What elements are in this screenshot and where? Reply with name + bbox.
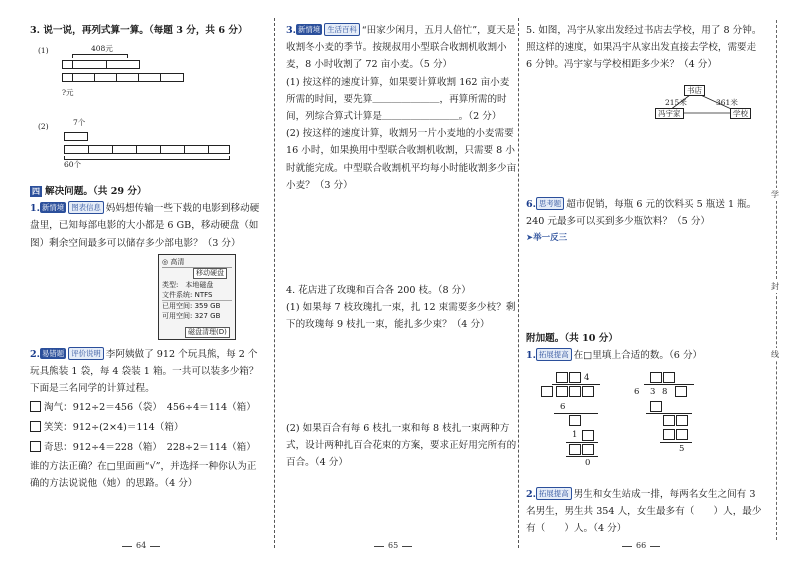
tag-thinking: 思考题 xyxy=(536,197,564,210)
disk-cleanup-button: 磁盘清理(D) xyxy=(185,327,230,338)
q4-part1: (1) 如果每 7 枝玫瑰扎一束，扎 12 束需要多少枝？剩下的玫瑰每 9 枝扎一束，能扎多少束？（4 分） xyxy=(286,302,516,331)
q5-route: 5. 如图，冯宇从家出发经过书店去学校，用了 8 分钟。照这样的速度，如果冯宇从家出发直接去学校，需要走 6 分钟。冯宇家与学校相距多少米？（4 分） xyxy=(526,25,762,71)
q3-2-label: (2) xyxy=(38,122,49,131)
disk-name-field: 移动硬盘 xyxy=(193,268,227,279)
tag-error-prone: 易错题 xyxy=(42,349,65,358)
binding-label-1: 学 xyxy=(771,190,779,199)
page-number-66: 66 xyxy=(618,541,664,550)
checkbox-xiaoxiao xyxy=(30,421,41,432)
checkbox-taoqi xyxy=(30,401,41,412)
tag-evaluation: 评价说明 xyxy=(68,347,104,360)
page-number-65: 65 xyxy=(370,541,416,550)
q2-question: 谁的方法正确？在□里面画“√”，并选择一种你认为正确的方法说说他（她）的思路。（4 分） xyxy=(30,461,257,490)
q3-1-unknown: ?元 xyxy=(62,88,74,97)
q4-part2: (2) 如果百合有每 6 枝扎一束和每 8 枝扎一束两种方式，设计两种扎百合花束的方案，要求正好用完所有的百合。（4 分） xyxy=(286,423,517,469)
q4-flowers: 4. 花店进了玫瑰和百合各 200 枝。（8 分） xyxy=(286,285,471,296)
map-home: 冯宇家 xyxy=(655,108,684,119)
q3-1-total: 408元 xyxy=(91,44,113,53)
map-school: 学校 xyxy=(730,108,751,119)
q3-part1: (1) 按这样的速度计算，如果要计算收割 162 亩小麦所需的时间，要先算＿＿＿＿＿＿＿，再算所需的时间，列综合算式计算是＿＿＿＿＿＿＿＿。（2 分） xyxy=(286,76,510,123)
q3-harvest: 3. 新情境 生活百科 “田家少闲月，五月人倍忙”，夏天是收割冬小麦的季节。按规叔用小型联合收割机收割小麦，8 小时收割了 72 亩小麦。（5 分） xyxy=(286,25,516,71)
map-distance-2: 361米 xyxy=(716,98,738,107)
tag-new-context: 新情境 xyxy=(42,203,65,213)
tag-new-context: 新情境 xyxy=(298,25,321,34)
option-taoqi: 淘气：912÷2＝456（袋） 456÷4＝114（箱） xyxy=(30,399,265,416)
exam-spread: 3. 说一说，再列式算一算。（每题 3 分，共 6 分） (1) 408元 ?元 (2) 7个 60个 四 解决问题。（共 29 分） 1. 新情境 图表信息 妈妈想传输一些下载的电影到移动硬盘里，已知每部电影的大小都是 6 GB，移动硬盘（如图）剩余空间最多可以储存多少部电影？（3 分） ◎ 高清 移动硬盘 类型: 本地磁盘 文件系统: NTFS 已用空间: 359 GB 可用空间: 327 GB 磁盘清理(D) 2. 易错题 评价说明 李阿姨做了 912 个玩具熊，每 2 个玩具熊装 1 袋，每 4 袋装 1 箱。一共可以装多少箱？下面是三名同学的计算过程。 淘气：912÷2＝456（袋） 456÷4＝114（箱） 笑笑：912÷(2×4)＝114（箱） 奇思：912÷4＝228（箱） 228÷2＝114（箱） 谁的方法正确？在□里面画“√”，并选择一种你认为正确的方法说说他（她）的思路。（4 分） 64 3. 新情境 生活百科 “田家少闲月，五月人倍忙”，夏天是收割冬小麦的季节。按规叔用小型联合收割机收割小麦，8 小时收割了 72 亩小麦。（5 分） (1) 按这样的速度计算，如果要计算收割 162 亩小麦所需的时间，要先算＿＿＿＿＿＿＿，再算所需的时间，列综合算式计算是＿＿＿＿＿＿＿＿。（2 分） (2) 按这样的速度计算，收割另一片小麦地的小麦需要 16 小时，如果换用中型联合收割机收割，只需要 8 小时就能完成。中型联合收割机平均每小时能收割多少亩小麦？（3 分） 4. 花店进了玫瑰和百合各 200 枝。（8 分） (1) 如果每 7 枝玫瑰扎一束，扎 12 束需要多少枝？剩下的玫瑰每 9 枝扎一束，能扎多少束？（4 分） (2) 如果百合有每 6 枝扎一束和每 8 枝扎一束两种方式，设计两种扎百合花束的方案，要求正好用完所有的百合。（4 分） 65 5. 如图，冯宇从家出发经过书店去学校，用了 8 分钟。照这样的速度，如果冯宇从家出发直接去学校，需要走 6 分钟。冯宇家与学校相距多少米？（4 分） 书店 215米 361米 冯宇家 学校 6. 思考题 超市促销，每瓶 6 元的饮料买 5 瓶送 1 瓶。240 元最多可以买到多少瓶饮料？（5 分） ➤举一反三 附加题。（共 10 分） 1. 拓展提高 在□里填上合适的数。（6 分） 4 6 1 0 6 3 8 5 2. 拓展提高 男生和女生站成一排，每两名女生之间有 3 名男生，男生共 354 人，女生最多有（ ）人，最少有（ ）人。（4 分） 66 学 封 线 xyxy=(0,0,800,566)
q2: 2. 易错题 评价说明 李阿姨做了 912 个玩具熊，每 2 个玩具熊装 1 袋，每 4 袋装 1 箱。一共可以装多少箱？下面是三名同学的计算过程。 xyxy=(30,349,259,395)
disk-title: ◎ 高清 xyxy=(162,257,232,268)
page-number-64: 64 xyxy=(118,541,164,550)
tag-chart-info: 图表信息 xyxy=(68,201,104,214)
extra-heading: 附加题。（共 10 分） xyxy=(526,333,618,344)
map-bookstore: 书店 xyxy=(684,85,705,96)
q3-2-part: 7个 xyxy=(73,118,86,127)
q3-title: 3. 说一说，再列式算一算。（每题 3 分，共 6 分） xyxy=(30,25,248,36)
binding-label-3: 线 xyxy=(771,350,779,359)
disk-used: 已用空间: 359 GB xyxy=(162,300,232,311)
section-icon: 四 xyxy=(32,187,40,196)
tag-life-knowledge: 生活百科 xyxy=(324,23,360,36)
extra-q2: 2. 拓展提高 男生和女生站成一排，每两名女生之间有 3 名男生，男生共 354 人，女生最多有（ ）人，最少有（ ）人。（4 分） xyxy=(526,489,762,535)
q3-1-brace xyxy=(72,54,128,58)
q6-drinks: 6. 思考题 超市促销，每瓶 6 元的饮料买 5 瓶送 1 瓶。240 元最多可以买到多少瓶饮料？（5 分） xyxy=(526,199,757,228)
q3-2-tape-a xyxy=(64,132,88,141)
extra-q1: 1. 拓展提高 在□里填上合适的数。（6 分） xyxy=(526,350,703,362)
binding-label-2: 封 xyxy=(771,282,779,291)
map-distance-1: 215米 xyxy=(665,98,687,107)
disk-type: 类型: 本地磁盘 xyxy=(162,281,214,289)
section-4-heading: 四 解决问题。（共 29 分） xyxy=(32,186,147,197)
disk-window xyxy=(158,254,236,340)
column-divider xyxy=(274,18,275,548)
disk-free: 可用空间: 327 GB xyxy=(162,312,221,320)
q3-part2: (2) 按这样的速度计算，收割另一片小麦地的小麦需要 16 小时，如果换用中型联合收割机收割，只需要 8 小时就能完成。中型联合收割机平均每小时能收割多少亩小麦？（3 分） xyxy=(286,128,517,191)
q6-more-link: ➤举一反三 xyxy=(526,233,568,244)
disk-fs: 文件系统: NTFS xyxy=(162,291,213,299)
tag-extend: 拓展提高 xyxy=(536,487,572,500)
q3-1-tape-b xyxy=(62,73,184,82)
page-66 xyxy=(526,22,764,74)
q3-2-total: 60个 xyxy=(64,160,82,169)
checkbox-qisi xyxy=(30,441,41,452)
option-qisi: 奇思：912÷4＝228（箱） 228÷2＝114（箱） xyxy=(30,439,265,456)
option-xiaoxiao: 笑笑：912÷(2×4)＝114（箱） xyxy=(30,419,265,436)
page-64 xyxy=(30,22,265,39)
column-divider xyxy=(518,18,519,548)
q3-1-label: (1) xyxy=(38,46,49,55)
q3-1-tape-a xyxy=(62,60,140,69)
page-65 xyxy=(286,22,518,194)
q3-2-tape-b xyxy=(64,145,230,154)
tag-extend: 拓展提高 xyxy=(536,348,572,361)
q3-2-brace xyxy=(64,156,230,160)
q1: 1. 新情境 图表信息 妈妈想传输一些下载的电影到移动硬盘里，已知每部电影的大小都是 6 GB，移动硬盘（如图）剩余空间最多可以储存多少部电影？（3 分） xyxy=(30,203,260,249)
